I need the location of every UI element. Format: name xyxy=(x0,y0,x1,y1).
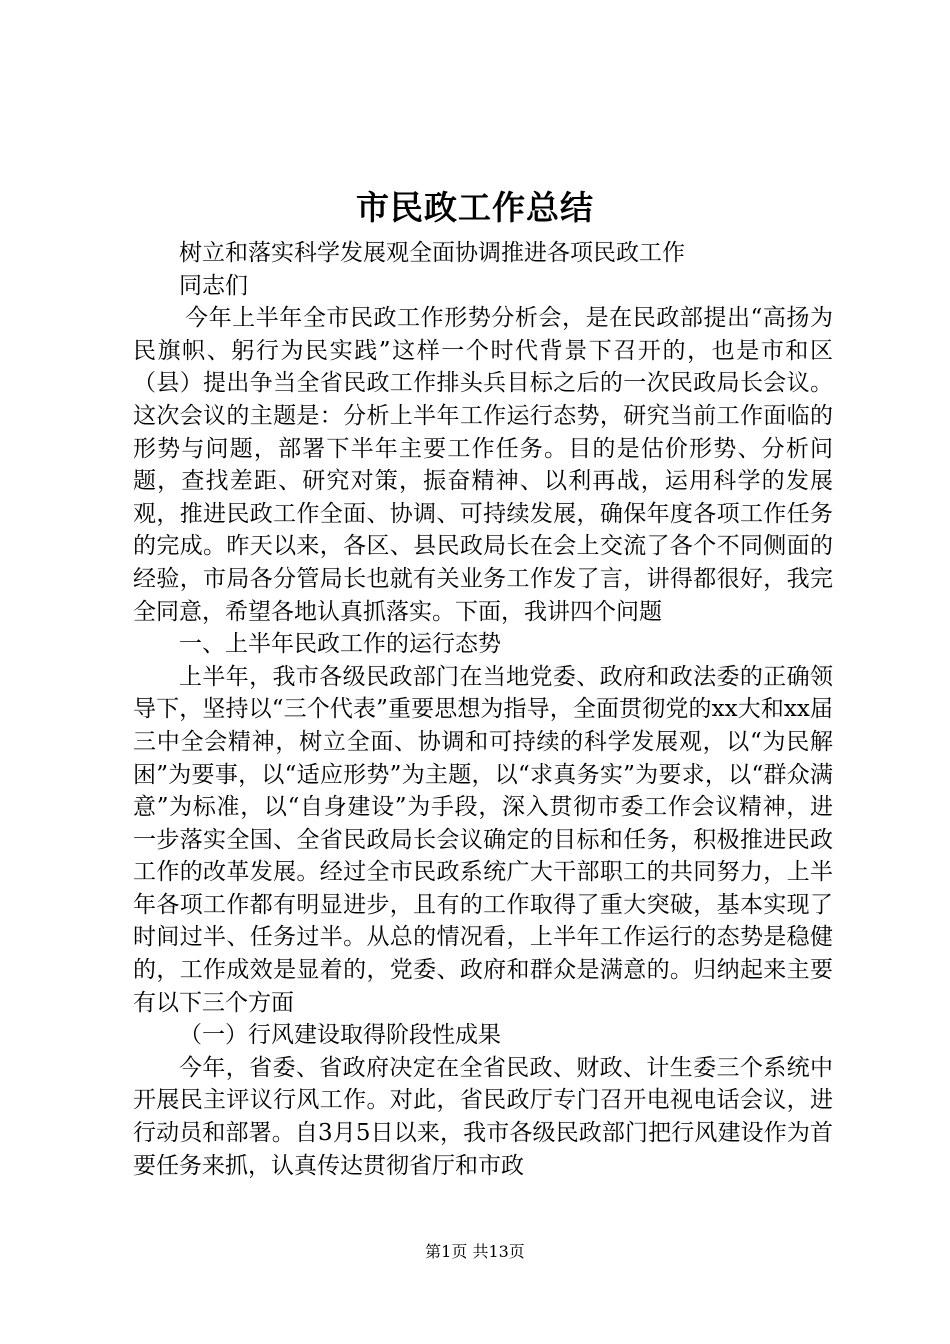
document-body xyxy=(133,237,833,1182)
paragraph-intro: 今年上半年全市民政工作形势分析会，是在民政部提出“高扬为民旗帜、躬行为民实践”这样一个时代背景下召开的，也是市和区（县）提出争当全省民政工作排头兵目标之后的一次民政局长会议。这次会议的主题是：分析上半年工作运行态势，研究当前工作面临的形势与问题，部署下半年主要工作任务。目的是估价形势、分析问题，查找差距、研究对策，振奋精神、以利再战，运用科学的发展观，推进民政工作全面、协调、可持续发展，确保年度各项工作任务的完成。昨天以来，各区、县民政局长在会上交流了各个不同侧面的经验，市局各分管局长也就有关业务工作发了言，讲得都很好，我完全同意，希望各地认真抓落实。下面，我讲四个问题 xyxy=(133,305,833,625)
paragraph-first-half-year: 上半年，我市各级民政部门在当地党委、政府和政法委的正确领导下，坚持以“三个代表”重要思想为指导，全面贯彻党的xx大和xx届三中全会精神，树立全面、协调和可持续的科学发展观，以“为民解困”为要事，以“适应形势”为主题，以“求真务实”为要求，以“群众满意”为标准，以“自身建设”为手段，深入贯彻市委工作会议精神，进一步落实全国、全省民政局长会议确定的目标和任务，积极推进民政工作的改革发展。经过全市民政系统广大干部职工的共同努力，上半年各项工作都有明显进步，且有的工作取得了重大突破，基本实现了时间过半、任务过半。从总的情况看，上半年工作运行的态势是稳健的，工作成效是显着的，党委、政府和群众是满意的。归纳起来主要有以下三个方面 xyxy=(133,663,833,1016)
subsection-heading-1: （一）行风建设取得阶段性成果 xyxy=(179,1022,501,1049)
paragraph-style-building: 今年，省委、省政府决定在全省民政、财政、计生委三个系统中开展民主评议行风工作。对此，省民政厅专门召开电视电话会议，进行动员和部署。自3月5日以来，我市各级民政部门把行风建设作为首要任务来抓，认真传达贯彻省厅和市政 xyxy=(133,1054,833,1179)
section-heading-1: 一、上半年民政工作的运行态势 xyxy=(179,631,501,658)
document-title: 市民政工作总结 xyxy=(356,188,594,227)
page-footer: 第1页 共13页 xyxy=(425,1242,525,1261)
subtitle: 树立和落实科学发展观全面协调推进各项民政工作 xyxy=(179,240,685,266)
salutation: 同志们 xyxy=(179,272,248,299)
